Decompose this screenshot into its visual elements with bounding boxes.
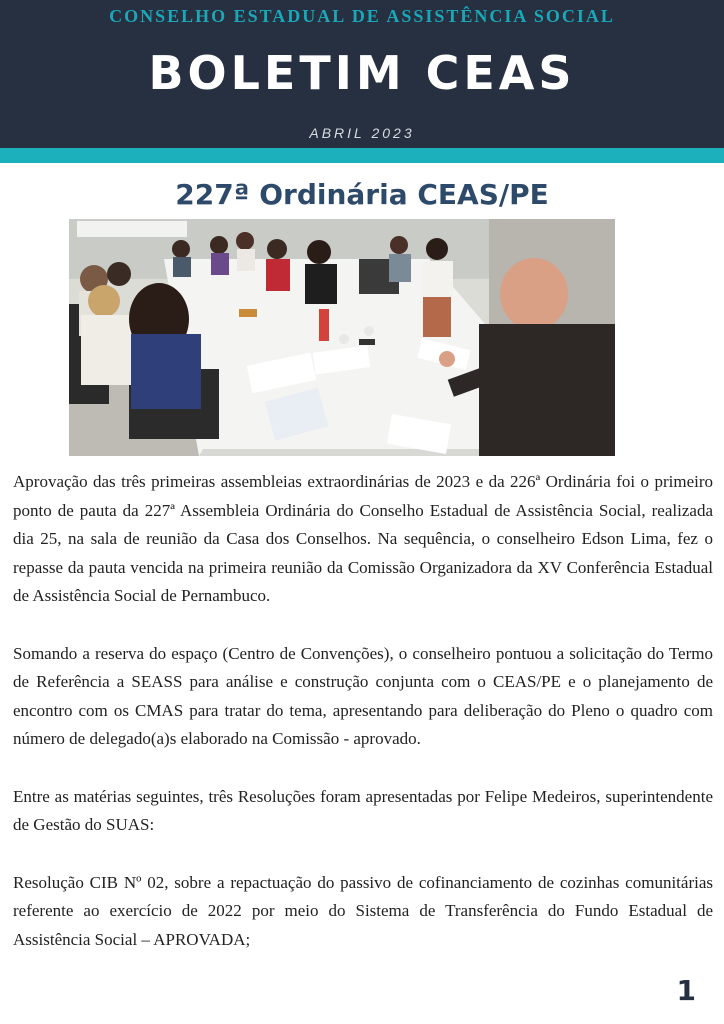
- issue-date: ABRIL 2023: [309, 125, 415, 141]
- accent-divider: [0, 148, 724, 163]
- article-paragraph: Somando a reserva do espaço (Centro de Convenções), o conselheiro pontuou a solicitação do Termo de Referência a SEASS para análise e construção conjunta com o CEAS/PE e o planejamento de encontro com os CMAS para tratar do tema, apresentando para deliberação do Pleno o quadro com número de delegado(a)s elaborado na Comissão - aprovado.: [13, 643, 713, 748]
- article-headline: 227ª Ordinária CEAS/PE: [175, 178, 549, 211]
- newsletter-title: BOLETIM CEAS: [148, 46, 576, 100]
- meeting-photo: [69, 219, 615, 456]
- masthead: [0, 0, 724, 148]
- article-paragraph: Entre as matérias seguintes, três Resoluções foram apresentadas por Felipe Medeiros, superintendente de Gestão do SUAS:: [13, 786, 713, 834]
- article-paragraph: Aprovação das três primeiras assembleias extraordinárias de 2023 e da 226ª Ordinária foi o primeiro ponto de pauta da 227ª Assembleia Ordinária do Conselho Estadual de Assistência Social, realizada dia 25, na sala de reunião da Casa dos Conselhos. Na sequência, o conselheiro Edson Lima, fez o repasse da pauta vencida na primeira reunião da Comissão Organizadora da XV Conferência Estadual de Assistência Social de Pernambuco.: [13, 472, 713, 605]
- article-paragraph: Resolução CIB Nº 02, sobre a repactuação do passivo de cofinanciamento de cozinhas comunitárias referente ao exercício de 2022 por meio do Sistema de Transferência do Fundo Estadual de Assistência Social – APROVADA;: [13, 872, 713, 949]
- page-number: 1: [676, 974, 696, 1007]
- council-name: CONSELHO ESTADUAL DE ASSISTÊNCIA SOCIAL: [109, 6, 615, 26]
- article-body: [13, 468, 713, 983]
